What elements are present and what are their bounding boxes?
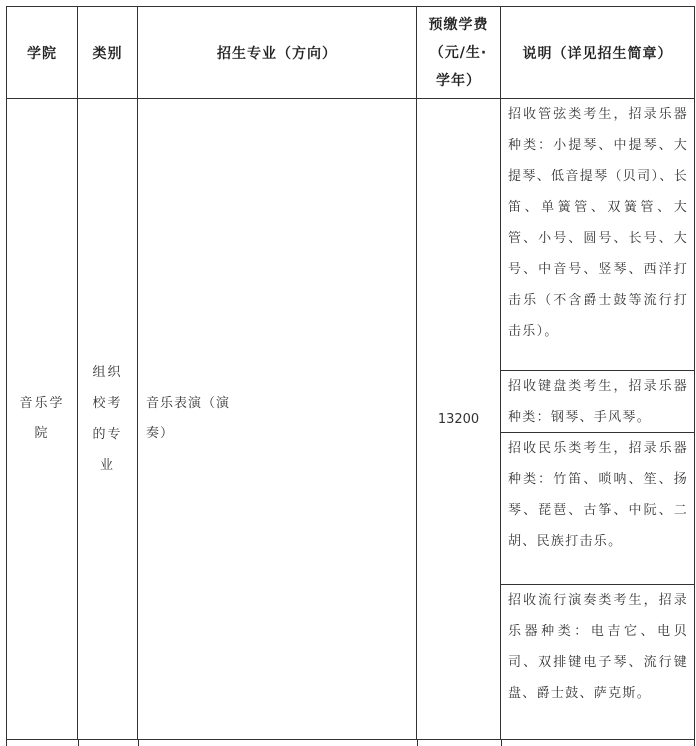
header-major: 招生专业（方向） bbox=[138, 7, 417, 99]
cell-major bbox=[138, 99, 417, 740]
header-fee bbox=[417, 7, 501, 99]
table-row bbox=[7, 99, 695, 740]
category-name: 组织校考的专业 bbox=[92, 365, 123, 473]
cell-fee: 13200 bbox=[417, 99, 501, 740]
cell-college bbox=[7, 99, 78, 740]
admissions-table bbox=[6, 6, 695, 740]
cell-notes bbox=[501, 99, 695, 740]
header-category: 类别 bbox=[78, 7, 138, 99]
header-fee-line3: 学年） bbox=[436, 72, 481, 89]
cell-category bbox=[78, 99, 138, 740]
header-college: 学院 bbox=[7, 7, 78, 99]
header-fee-line2: （元/生· bbox=[429, 44, 488, 61]
note-keyboard: 招收键盘类考生，招录乐器种类：钢琴、手风琴。 bbox=[501, 371, 694, 433]
header-notes: 说明（详见招生简章） bbox=[501, 7, 695, 99]
notes-list bbox=[501, 99, 694, 739]
note-orchestral: 招收管弦类考生，招录乐器种类：小提琴、中提琴、大提琴、低音提琴（贝司）、长笛、单簧管、双簧管、大管、小号、圆号、长号、大号、中音号、竖琴、西洋打击乐（不含爵士鼓等流行打击乐）。 bbox=[501, 99, 694, 371]
college-name: 音乐学院 bbox=[19, 396, 65, 441]
header-fee-line1: 预缴学费 bbox=[428, 16, 489, 33]
next-row-stub bbox=[6, 739, 694, 746]
note-folk: 招收民乐类考生，招录乐器种类：竹笛、唢呐、笙、扬琴、琵琶、古筝、中阮、二胡、民族打击乐。 bbox=[501, 433, 694, 585]
note-popular: 招收流行演奏类考生，招录乐器种类：电吉它、电贝司、双排键电子琴、流行键盘、爵士鼓、萨克斯。 bbox=[508, 593, 688, 701]
header-row bbox=[7, 7, 695, 99]
major-name: 音乐表演（演奏） bbox=[146, 396, 231, 441]
